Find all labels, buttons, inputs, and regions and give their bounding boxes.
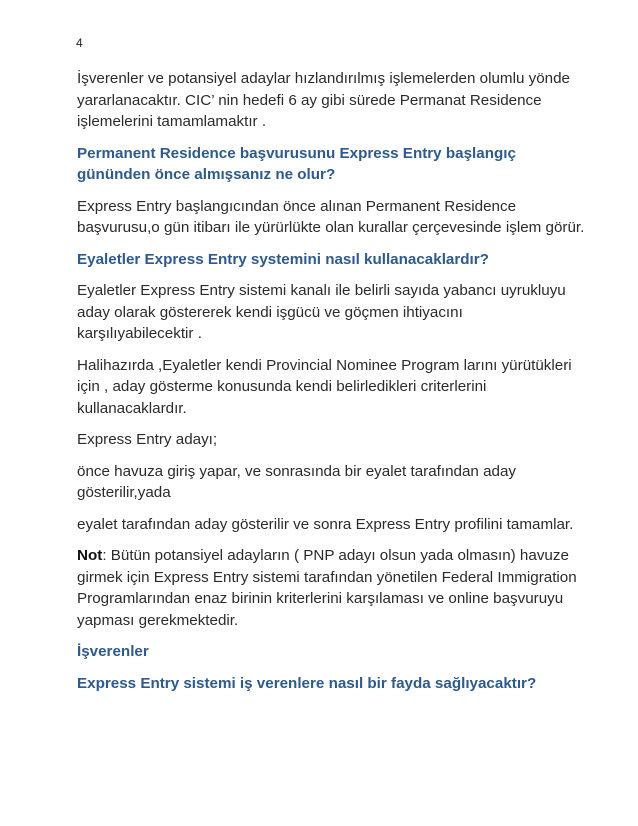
paragraph-pool-then-nomination: önce havuza giriş yapar, ve sonrasında bir eyalet tarafından aday gösterilir,yada [77, 462, 517, 501]
heading-provinces-usage: Eyaletler Express Entry systemini nasıl kullanacaklardır? [77, 250, 489, 268]
note-text: : Bütün potansiyel adayların ( PNP adayı olsun yada olmasın) havuze girmek için Express Entry sistemi tarafından yönetilen Federal Immigration Programlarından enaz birinin kriterlerini karşılaması ve online başvuruyu yapması gerekmektedir. [77, 547, 577, 629]
heading-employers: İşverenler [77, 643, 149, 660]
paragraph-nomination-then-profile: eyalet tarafından aday gösterilir ve sonra Express Entry profilini tamamlar. [77, 515, 574, 533]
document-body [77, 68, 633, 694]
paragraph-provincial-nominee-program: Halihazırda ,Eyaletler kendi Provincial Nominee Program larını yürütükleri için , aday gösterme konusunda kendi belirledikleri criterlerini kullanacaklardır. [77, 356, 572, 417]
heading-pr-before-express-entry: Permanent Residence başvurusunu Express Entry başlangıç gününden önce almışsanız ne olur? [77, 144, 516, 183]
page-number: 4 [76, 36, 83, 50]
heading-employer-benefit-question: Express Entry sistemi iş verenlere nasıl bir fayda sağlıyacaktır? [77, 674, 537, 692]
paragraph-pr-before-express-entry: Express Entry başlangıcından önce alınan Permanent Residence başvurusu,o gün itibarı ile yürürlükte olan kurallar çerçevesinde işlem görür. [77, 197, 585, 236]
paragraph-note [77, 545, 633, 631]
paragraph-provinces-nominate: Eyaletler Express Entry sistemi kanalı ile belirli sayıda yabancı uyrukluyu aday olarak göstererek kendi işgücü ve göçmen ihtiyacını karşılıyabilecektir . [77, 282, 566, 342]
paragraph-express-entry-candidate: Express Entry adayı; [77, 431, 218, 448]
paragraph-employers-benefit: İşverenler ve potansiyel adaylar hızlandırılmış işlemelerden olumlu yönde yararlanacaktır. CIC’ nin hedefi 6 ay gibi sürede Permanat Residence işlemelerini tamamlamaktır . [77, 70, 570, 130]
note-label: Not [77, 547, 103, 564]
